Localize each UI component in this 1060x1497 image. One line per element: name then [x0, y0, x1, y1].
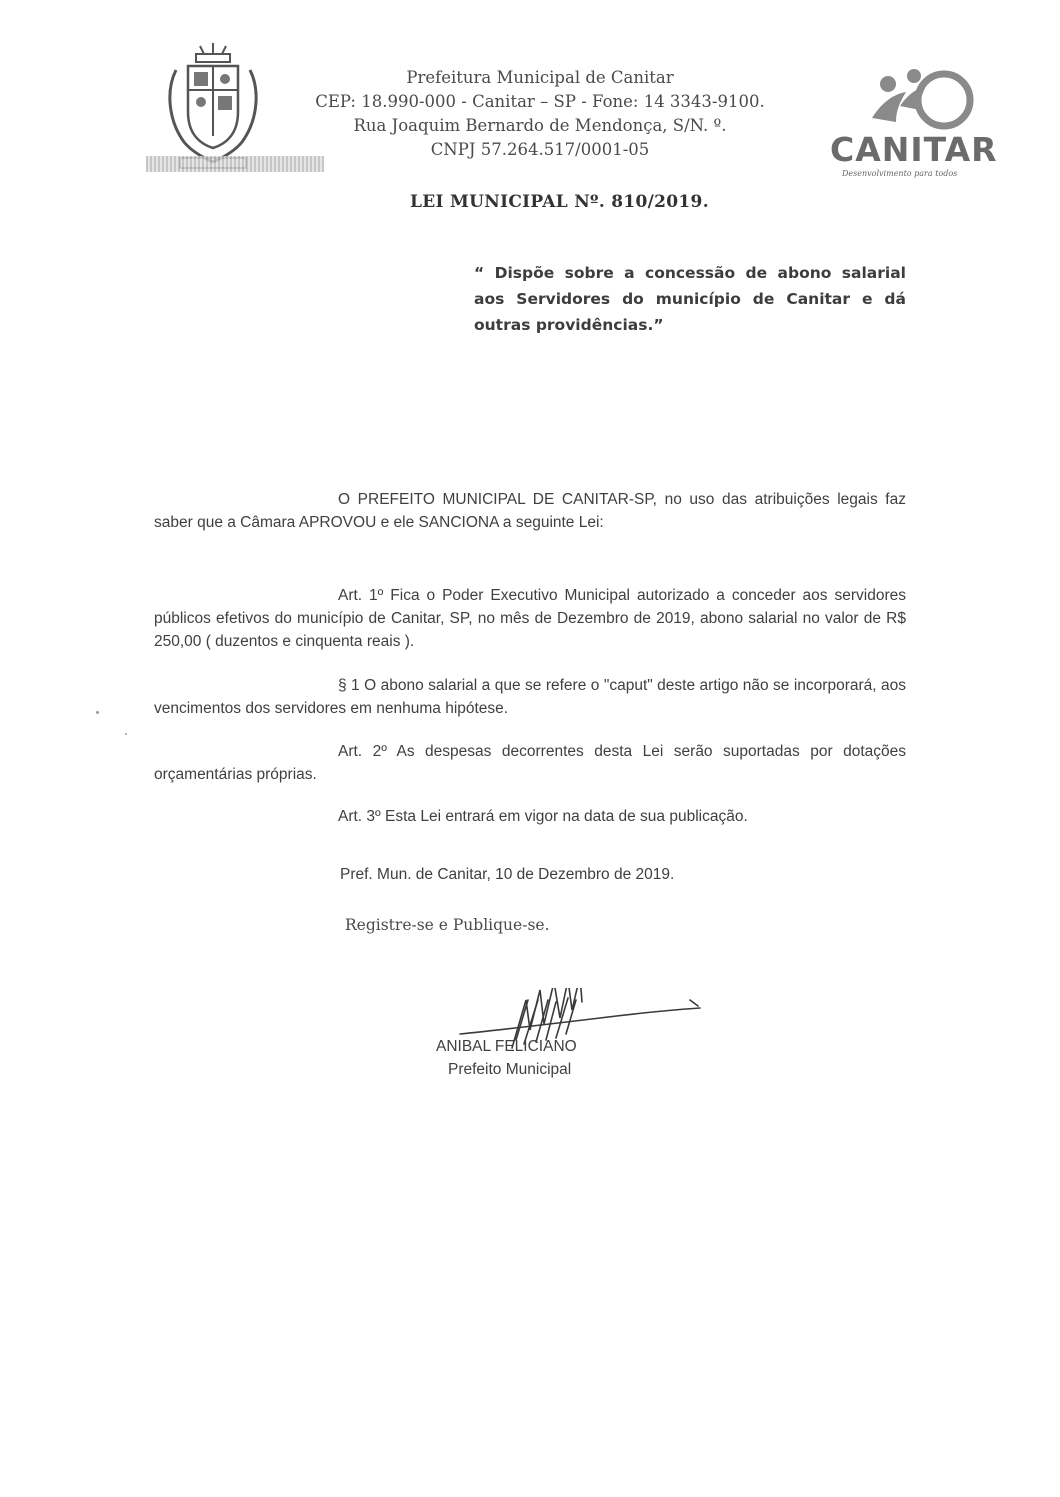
- header-cnpj: CNPJ 57.264.517/0001-05: [430, 140, 650, 159]
- header-institution: Prefeitura Municipal de Canitar: [406, 68, 674, 87]
- article-1-paragraph: [154, 584, 906, 653]
- header-street: Rua Joaquim Bernardo de Mendonça, S/N. º.: [353, 116, 727, 135]
- logo-wordmark: CANITAR: [830, 130, 998, 169]
- scan-speck: [125, 733, 127, 735]
- registre-publique: Registre-se e Publique-se.: [345, 916, 550, 934]
- logo-tagline: Desenvolvimento para todos: [842, 169, 958, 178]
- paragraph-1-text: § 1 O abono salarial a que se refere o "caput" deste artigo não se incorporará, aos vencimentos dos servidores em nenhuma hipótese.: [154, 677, 906, 717]
- article-2-text: Art. 2º As despesas decorrentes desta Lei serão suportadas por dotações orçamentárias próprias.: [154, 743, 906, 783]
- signatory-role: Prefeito Municipal: [448, 1061, 572, 1078]
- article-3-text: Art. 3º Esta Lei entrará em vigor na data de sua publicação.: [338, 808, 748, 825]
- signatory-name: ANIBAL FELICIANO: [436, 1038, 577, 1055]
- preamble-paragraph: [154, 488, 906, 534]
- law-title: LEI MUNICIPAL Nº. 810/2019.: [410, 192, 709, 212]
- header-address-block: [290, 66, 790, 162]
- article-1-text: Art. 1º Fica o Poder Executivo Municipal autorizado a conceder aos servidores públicos efetivos do município de Canitar, SP, no mês de Dezembro de 2019, abono salarial no valor de R$ 250,00 ( duzentos e cinquenta reais ).: [154, 587, 906, 650]
- scan-speck: [96, 711, 99, 714]
- article-2-paragraph: [154, 740, 906, 786]
- header-cep-phone: CEP: 18.990-000 - Canitar – SP - Fone: 14 3343-9100.: [315, 92, 765, 111]
- paragraph-1: [154, 674, 906, 720]
- article-3-paragraph: [154, 805, 906, 828]
- place-date: Pref. Mun. de Canitar, 10 de Dezembro de 2019.: [340, 866, 675, 883]
- preamble-text: O PREFEITO MUNICIPAL DE CANITAR-SP, no uso das atribuições legais faz saber que a Câmara APROVOU e ele SANCIONA a seguinte Lei:: [154, 491, 906, 531]
- law-ementa: “ Dispõe sobre a concessão de abono salarial aos Servidores do município de Canitar e dá outras providências.”: [474, 264, 906, 334]
